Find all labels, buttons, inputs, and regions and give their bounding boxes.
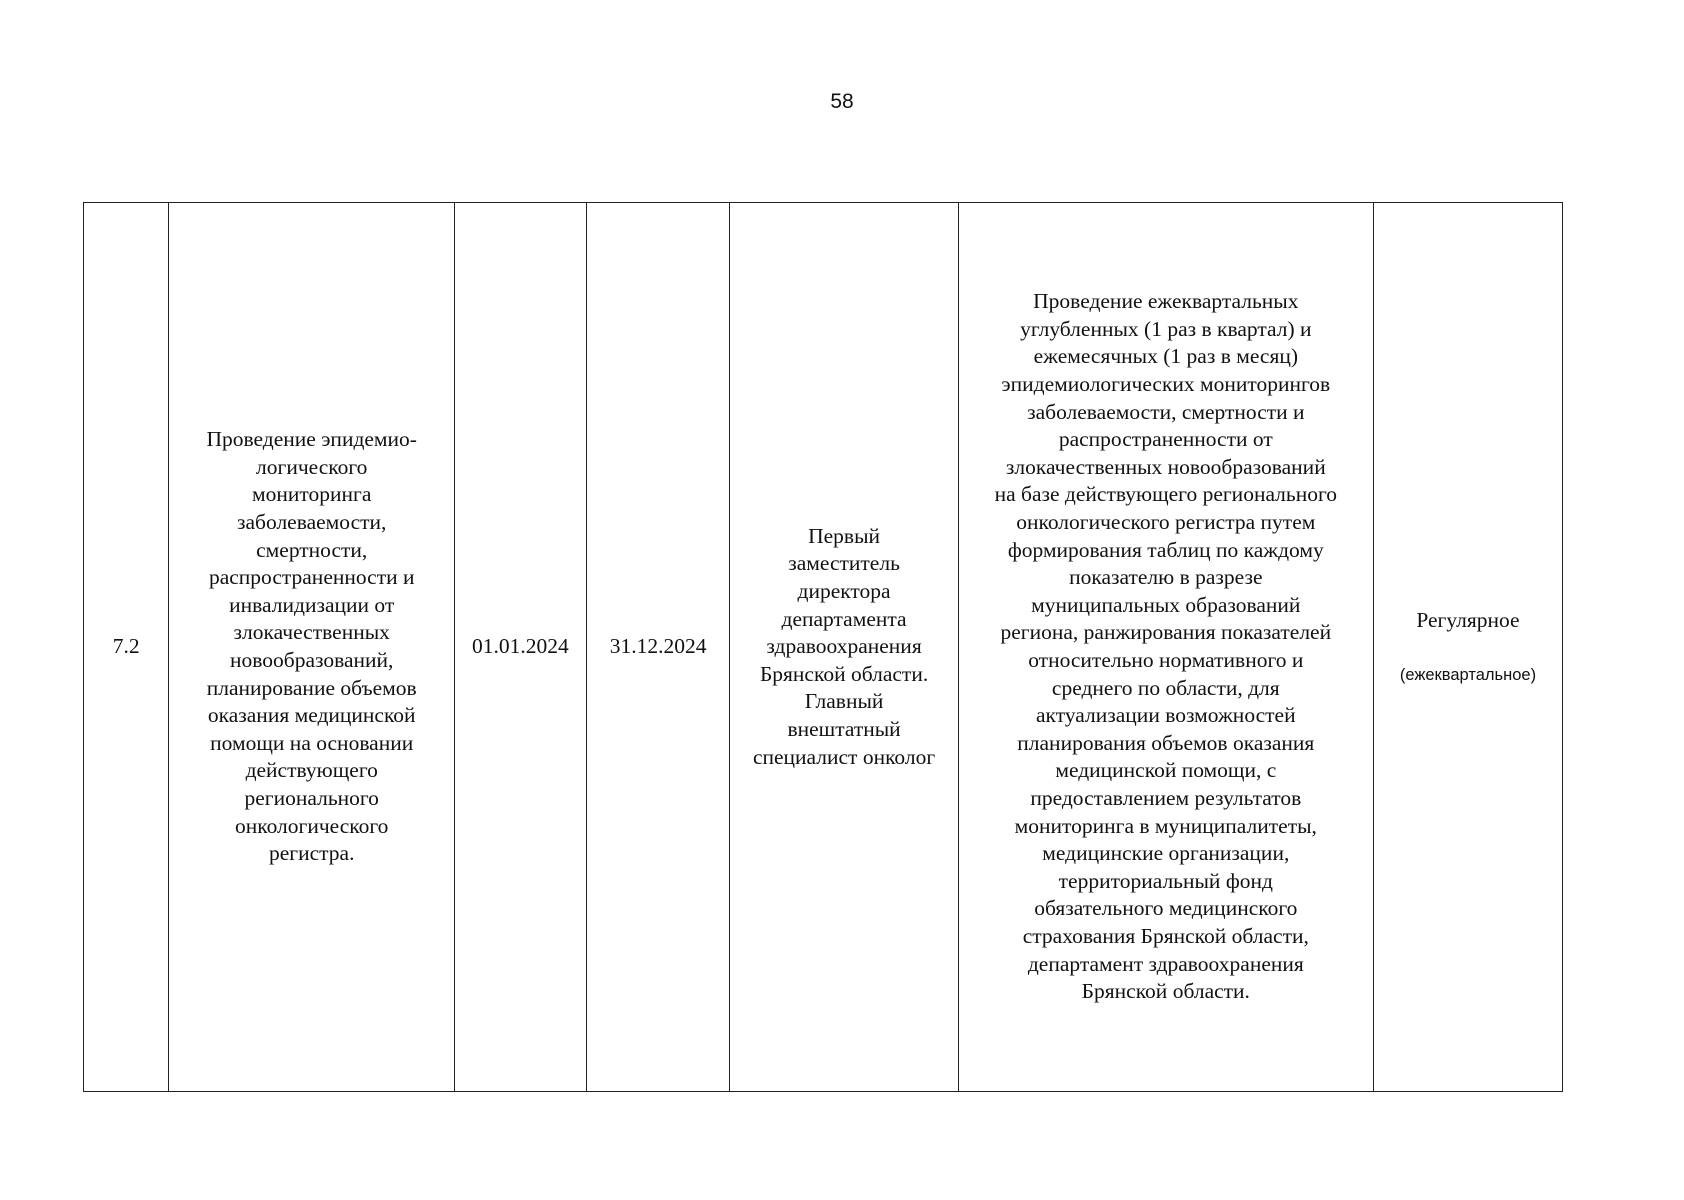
periodicity-note: (ежеквартальное) — [1399, 665, 1537, 684]
end-date-cell: 31.12.2024 — [586, 203, 730, 1092]
activity-name-cell: Проведение эпидемио- логического мониторинга заболеваемости, смертности, распространенности и инвалидизации от злокачественных новообразований, планирование объемов оказания медицинской помощи на основании действующего регионального онкологического регистра. — [169, 203, 455, 1092]
description-cell: Проведение ежеквартальных углубленных (1 раз в квартал) и ежемесячных (1 раз в месяц) эпидемиологических мониторингов заболеваемости, смертности и распространенности от злокачественных новообразований на базе действующего регионального онкологического регистра путем формирования таблиц по каждому показателю в разрезе муниципальных образований региона, ранжирования показателей относительно нормативного и среднего по области, для актуализации возможностей планирования объемов оказания медицинской помощи, с предоставлением результатов мониторинга в муниципалитеты, медицинские организации, территориальный фонд обязательного медицинского страхования Брянской области, департамент здравоохранения Брянской области. — [958, 203, 1373, 1092]
page-number: 58 — [830, 90, 854, 113]
periodicity-label: Регулярное — [1416, 608, 1520, 633]
periodicity-cell — [1373, 203, 1562, 1092]
responsible-cell: Первый заместитель директора департамента здравоохранения Брянской области. Главный внештатный специалист онколог — [730, 203, 958, 1092]
start-date-cell: 01.01.2024 — [454, 203, 586, 1092]
table-row — [84, 203, 1563, 1092]
plan-table — [83, 202, 1563, 1092]
row-number-cell: 7.2 — [84, 203, 169, 1092]
